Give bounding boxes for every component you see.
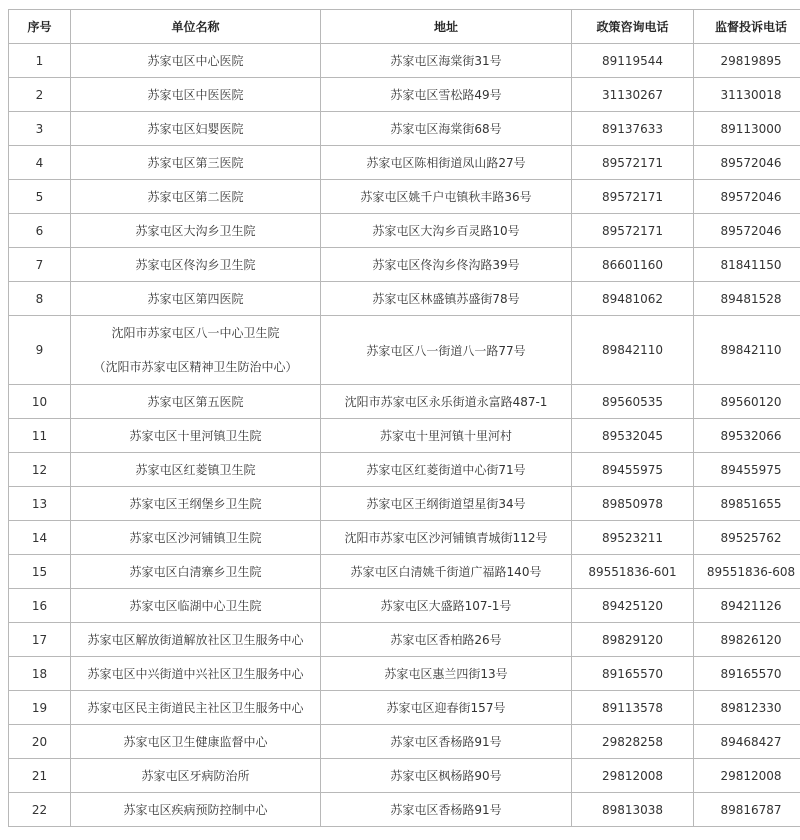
cell-complaint-phone: 89525762 — [694, 521, 800, 555]
cell-complaint-phone: 29819895 — [694, 44, 800, 78]
cell-name: 苏家屯区牙病防治所 — [71, 759, 321, 793]
header-name: 单位名称 — [71, 10, 321, 44]
cell-complaint-phone: 89572046 — [694, 214, 800, 248]
cell-address: 苏家屯区海棠街68号 — [321, 112, 572, 146]
hospital-contact-table — [8, 9, 800, 827]
table-row — [9, 521, 800, 555]
cell-policy-phone: 29812008 — [572, 759, 694, 793]
cell-policy-phone: 89572171 — [572, 146, 694, 180]
cell-address: 苏家屯区林盛镇苏盛街78号 — [321, 282, 572, 316]
cell-complaint-phone: 89455975 — [694, 453, 800, 487]
cell-address: 苏家屯区香杨路91号 — [321, 725, 572, 759]
cell-policy-phone: 31130267 — [572, 78, 694, 112]
cell-complaint-phone: 89816787 — [694, 793, 800, 827]
table-row — [9, 146, 800, 180]
cell-complaint-phone: 89560120 — [694, 385, 800, 419]
cell-name: 苏家屯区红菱镇卫生院 — [71, 453, 321, 487]
table-row — [9, 691, 800, 725]
table-row — [9, 282, 800, 316]
cell-name: 苏家屯区第二医院 — [71, 180, 321, 214]
cell-policy-phone: 86601160 — [572, 248, 694, 282]
cell-name: 苏家屯区卫生健康监督中心 — [71, 725, 321, 759]
cell-complaint-phone: 89572046 — [694, 180, 800, 214]
cell-no: 17 — [9, 623, 71, 657]
cell-address: 苏家屯区王纲街道望星街34号 — [321, 487, 572, 521]
cell-name: 苏家屯区大沟乡卫生院 — [71, 214, 321, 248]
cell-policy-phone: 29828258 — [572, 725, 694, 759]
cell-policy-phone: 89560535 — [572, 385, 694, 419]
cell-policy-phone: 89850978 — [572, 487, 694, 521]
cell-no: 19 — [9, 691, 71, 725]
cell-name-line1: 沈阳市苏家屯区八一中心卫生院 — [111, 326, 280, 340]
table-row — [9, 487, 800, 521]
cell-address: 沈阳市苏家屯区永乐街道永富路487-1 — [321, 385, 572, 419]
table-row — [9, 453, 800, 487]
header-address: 地址 — [321, 10, 572, 44]
cell-policy-phone: 89165570 — [572, 657, 694, 691]
cell-name: 苏家屯区中医医院 — [71, 78, 321, 112]
cell-name: 苏家屯区沙河铺镇卫生院 — [71, 521, 321, 555]
cell-name: 苏家屯区白清寨乡卫生院 — [71, 555, 321, 589]
cell-name: 苏家屯区民主街道民主社区卫生服务中心 — [71, 691, 321, 725]
table-body — [9, 44, 800, 827]
table-row — [9, 657, 800, 691]
cell-policy-phone: 89481062 — [572, 282, 694, 316]
cell-address: 苏家屯十里河镇十里河村 — [321, 419, 572, 453]
cell-complaint-phone: 89812330 — [694, 691, 800, 725]
cell-address: 苏家屯区雪松路49号 — [321, 78, 572, 112]
cell-no: 13 — [9, 487, 71, 521]
cell-address: 苏家屯区香杨路91号 — [321, 793, 572, 827]
cell-address: 苏家屯区陈相街道凤山路27号 — [321, 146, 572, 180]
cell-complaint-phone: 29812008 — [694, 759, 800, 793]
cell-complaint-phone: 89842110 — [694, 316, 800, 385]
cell-no: 6 — [9, 214, 71, 248]
table-row — [9, 623, 800, 657]
cell-no: 22 — [9, 793, 71, 827]
cell-policy-phone: 89842110 — [572, 316, 694, 385]
cell-no: 14 — [9, 521, 71, 555]
header-policy-phone: 政策咨询电话 — [572, 10, 694, 44]
cell-policy-phone: 89455975 — [572, 453, 694, 487]
cell-no: 2 — [9, 78, 71, 112]
cell-address: 苏家屯区大沟乡百灵路10号 — [321, 214, 572, 248]
table-row — [9, 112, 800, 146]
cell-no: 12 — [9, 453, 71, 487]
cell-no: 9 — [9, 316, 71, 385]
cell-policy-phone: 89572171 — [572, 180, 694, 214]
cell-address: 苏家屯区佟沟乡佟沟路39号 — [321, 248, 572, 282]
cell-name: 苏家屯区王纲堡乡卫生院 — [71, 487, 321, 521]
cell-name: 苏家屯区妇婴医院 — [71, 112, 321, 146]
header-row — [9, 10, 800, 44]
cell-name: 苏家屯区中心医院 — [71, 44, 321, 78]
cell-policy-phone: 89137633 — [572, 112, 694, 146]
cell-complaint-phone: 89113000 — [694, 112, 800, 146]
cell-no: 18 — [9, 657, 71, 691]
cell-address: 苏家屯区姚千户屯镇秋丰路36号 — [321, 180, 572, 214]
cell-no: 21 — [9, 759, 71, 793]
cell-policy-phone: 89551836-601 — [572, 555, 694, 589]
cell-no: 11 — [9, 419, 71, 453]
cell-policy-phone: 89829120 — [572, 623, 694, 657]
cell-policy-phone: 89572171 — [572, 214, 694, 248]
table-row — [9, 725, 800, 759]
table-row — [9, 555, 800, 589]
table-row — [9, 759, 800, 793]
cell-no: 15 — [9, 555, 71, 589]
cell-address: 苏家屯区惠兰四街13号 — [321, 657, 572, 691]
cell-complaint-phone: 89421126 — [694, 589, 800, 623]
cell-complaint-phone: 89572046 — [694, 146, 800, 180]
cell-no: 3 — [9, 112, 71, 146]
table-row — [9, 589, 800, 623]
cell-complaint-phone: 89468427 — [694, 725, 800, 759]
table-row — [9, 385, 800, 419]
cell-name: 苏家屯区疾病预防控制中心 — [71, 793, 321, 827]
cell-complaint-phone: 89826120 — [694, 623, 800, 657]
cell-no: 8 — [9, 282, 71, 316]
cell-name: 苏家屯区解放街道解放社区卫生服务中心 — [71, 623, 321, 657]
cell-name: 苏家屯区第四医院 — [71, 282, 321, 316]
cell-policy-phone: 89813038 — [572, 793, 694, 827]
cell-address: 苏家屯区枫杨路90号 — [321, 759, 572, 793]
cell-no: 5 — [9, 180, 71, 214]
cell-name: 苏家屯区临湖中心卫生院 — [71, 589, 321, 623]
header-no: 序号 — [9, 10, 71, 44]
cell-complaint-phone: 89851655 — [694, 487, 800, 521]
cell-address: 沈阳市苏家屯区沙河铺镇青城街112号 — [321, 521, 572, 555]
cell-no: 1 — [9, 44, 71, 78]
cell-name: 苏家屯区中兴街道中兴社区卫生服务中心 — [71, 657, 321, 691]
cell-name — [71, 316, 321, 385]
cell-address: 苏家屯区八一街道八一路77号 — [321, 316, 572, 385]
cell-no: 7 — [9, 248, 71, 282]
cell-no: 16 — [9, 589, 71, 623]
cell-name-line2: （沈阳市苏家屯区精神卫生防治中心） — [93, 360, 298, 374]
cell-no: 20 — [9, 725, 71, 759]
cell-no: 10 — [9, 385, 71, 419]
table-header — [9, 10, 800, 44]
cell-complaint-phone: 81841150 — [694, 248, 800, 282]
cell-policy-phone: 89113578 — [572, 691, 694, 725]
cell-address: 苏家屯区海棠街31号 — [321, 44, 572, 78]
cell-name: 苏家屯区十里河镇卫生院 — [71, 419, 321, 453]
table-row — [9, 214, 800, 248]
cell-complaint-phone: 31130018 — [694, 78, 800, 112]
table-row — [9, 248, 800, 282]
cell-policy-phone: 89532045 — [572, 419, 694, 453]
cell-policy-phone: 89119544 — [572, 44, 694, 78]
cell-no: 4 — [9, 146, 71, 180]
cell-address: 苏家屯区白清姚千街道广福路140号 — [321, 555, 572, 589]
cell-address: 苏家屯区迎春街157号 — [321, 691, 572, 725]
cell-complaint-phone: 89532066 — [694, 419, 800, 453]
table-row — [9, 316, 800, 385]
cell-complaint-phone: 89481528 — [694, 282, 800, 316]
cell-policy-phone: 89425120 — [572, 589, 694, 623]
table-row — [9, 44, 800, 78]
cell-complaint-phone: 89165570 — [694, 657, 800, 691]
cell-address: 苏家屯区大盛路107-1号 — [321, 589, 572, 623]
table-row — [9, 78, 800, 112]
table-row — [9, 180, 800, 214]
cell-name: 苏家屯区第五医院 — [71, 385, 321, 419]
table-row — [9, 793, 800, 827]
cell-address: 苏家屯区香柏路26号 — [321, 623, 572, 657]
header-complaint-phone: 监督投诉电话 — [694, 10, 800, 44]
cell-name: 苏家屯区第三医院 — [71, 146, 321, 180]
cell-complaint-phone: 89551836-608 — [694, 555, 800, 589]
cell-address: 苏家屯区红菱街道中心街71号 — [321, 453, 572, 487]
cell-name: 苏家屯区佟沟乡卫生院 — [71, 248, 321, 282]
table-row — [9, 419, 800, 453]
cell-policy-phone: 89523211 — [572, 521, 694, 555]
